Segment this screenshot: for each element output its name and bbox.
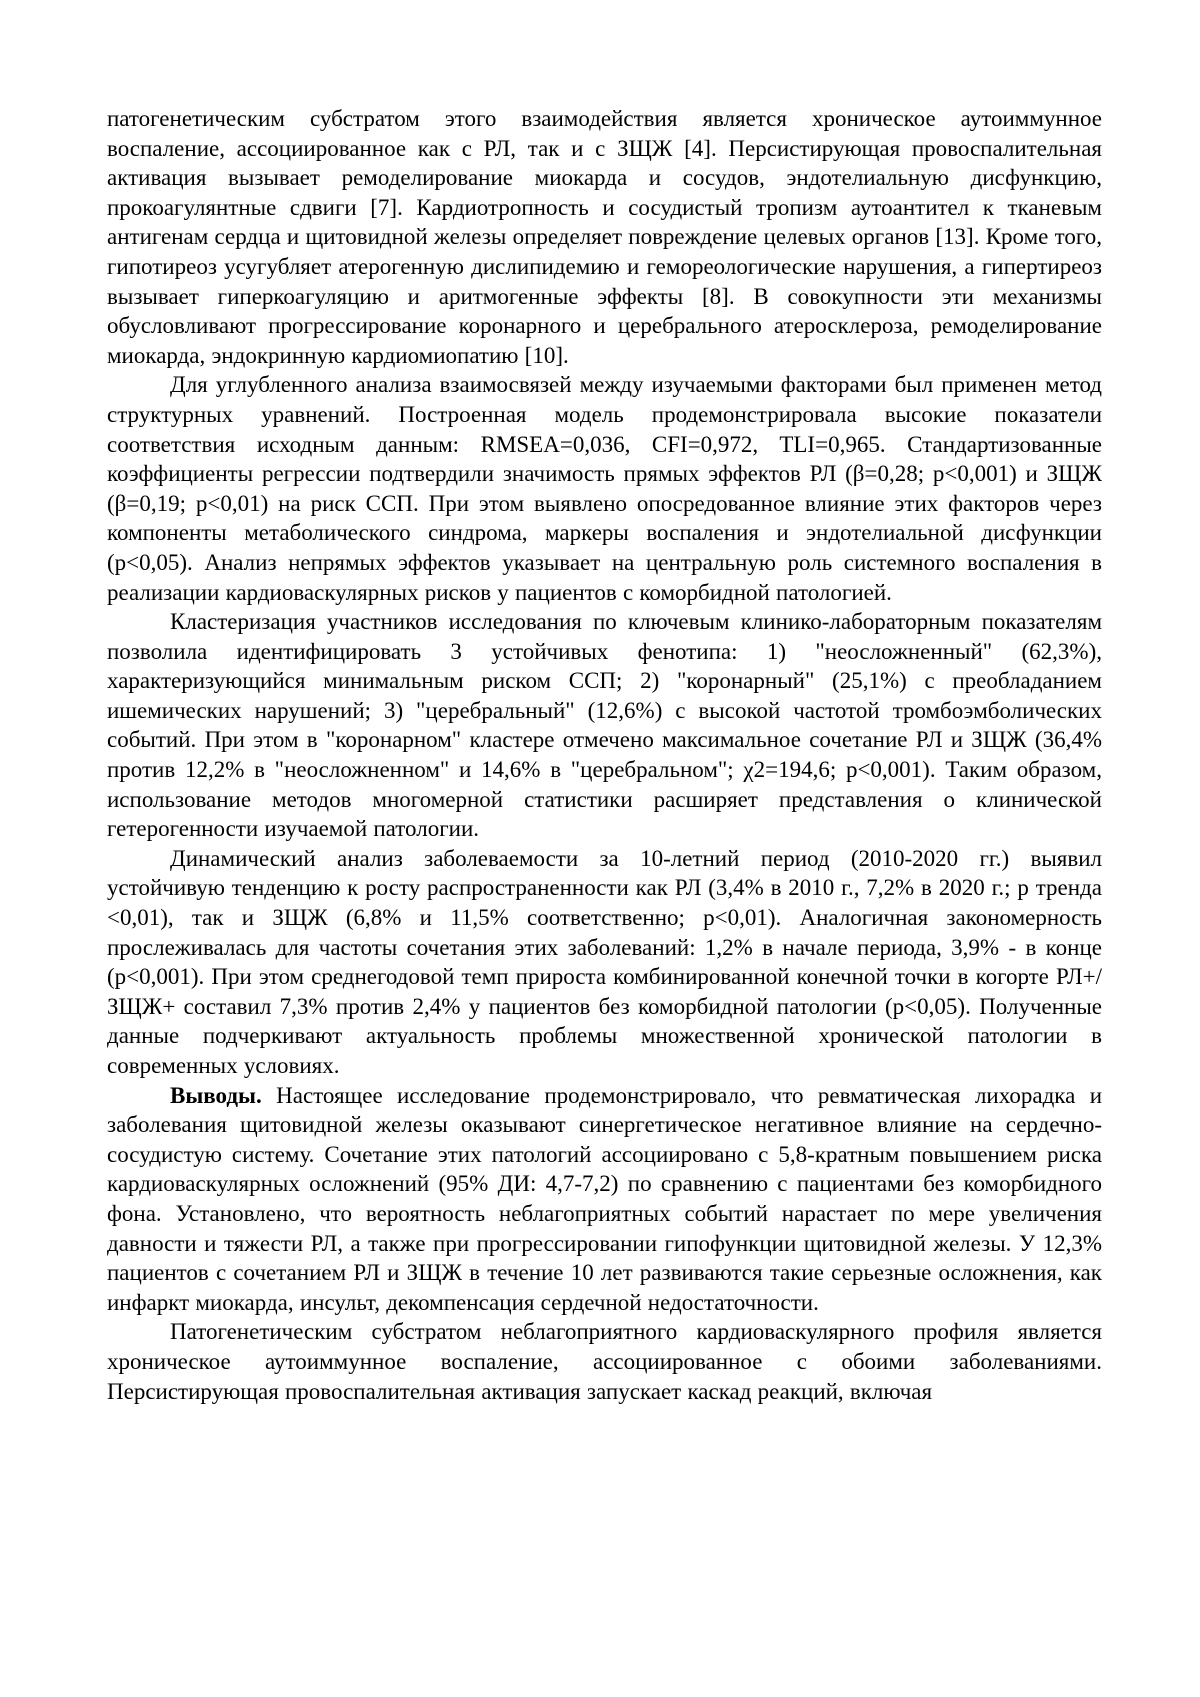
paragraph bbox=[107, 1317, 1102, 1406]
paragraph bbox=[107, 607, 1102, 844]
paragraph bbox=[107, 370, 1102, 607]
paragraph-text: патогенетическим субстратом этого взаимодействия является хроническое аутоиммунное воспаление, ассоциированное как с РЛ, так и с ЗЩЖ [4]. Персистирующая провоспалительная активация вызывает ремоделирование миокарда и сосудов, эндотелиальную дисфункцию, прокоагулянтные сдвиги [7]. Кардиотропность и сосудистый тропизм аутоантител к тканевым антигенам сердца и щитовидной железы определяет повреждение целевых органов [13]. Кроме того, гипотиреоз усугубляет атерогенную дислипидемию и гемореологические нарушения, а гипертиреоз вызывает гиперкоагуляцию и аритмогенные эффекты [8]. В совокупности эти механизмы обусловливают прогрессирование коронарного и церебрального атеросклероза, ремоделирование миокарда, эндокринную кардиомиопатию [10]. bbox=[107, 106, 1102, 368]
document-body bbox=[107, 104, 1102, 1406]
paragraph-text: Настоящее исследование продемонстрировало, что ревматическая лихорадка и заболевания щитовидной железы оказывают синергетическое негативное влияние на сердечно-сосудистую систему. Сочетание этих патологий ассоциировано с 5,8-кратным повышением риска кардиоваскулярных осложнений (95% ДИ: 4,7-7,2) по сравнению с пациентами без коморбидного фона. Установлено, что вероятность неблагоприятных событий нарастает по мере увеличения давности и тяжести РЛ, а также при прогрессировании гипофункции щитовидной железы. У 12,3% пациентов с сочетанием РЛ и ЗЩЖ в течение 10 лет развиваются такие серьезные осложнения, как инфаркт миокарда, инсульт, декомпенсация сердечной недостаточности. bbox=[107, 1082, 1102, 1315]
paragraph bbox=[107, 104, 1102, 370]
paragraph bbox=[107, 1081, 1102, 1318]
paragraph-text: Динамический анализ заболеваемости за 10-летний период (2010-2020 гг.) выявил устойчивую тенденцию к росту распространенности как РЛ (3,4% в 2010 г., 7,2% в 2020 г.; p тренда <0,01), так и ЗЩЖ (6,8% и 11,5% соответственно; p<0,01). Аналогичная закономерность прослеживалась для частоты сочетания этих заболеваний: 1,2% в начале периода, 3,9% - в конце (p<0,001). При этом среднегодовой темп прироста комбинированной конечной точки в когорте РЛ+/ЗЩЖ+ составил 7,3% против 2,4% у пациентов без коморбидной патологии (p<0,05). Полученные данные подчеркивают актуальность проблемы множественной хронической патологии в современных условиях. bbox=[107, 845, 1102, 1078]
paragraph bbox=[107, 844, 1102, 1081]
paragraph-lead-bold: Выводы. bbox=[170, 1082, 262, 1108]
paragraph-text: Патогенетическим субстратом неблагоприятного кардиоваскулярного профиля является хроническое аутоиммунное воспаление, ассоциированное с обоими заболеваниями. Персистирующая провоспалительная активация запускает каскад реакций, включая bbox=[107, 1319, 1102, 1404]
paragraph-text: Кластеризация участников исследования по ключевым клинико-лабораторным показателям позволила идентифицировать 3 устойчивых фенотипа: 1) "неосложненный" (62,3%), характеризующийся минимальным риском ССП; 2) "коронарный" (25,1%) с преобладанием ишемических нарушений; 3) "церебральный" (12,6%) с высокой частотой тромбоэмболических событий. При этом в "коронарном" кластере отмечено максимальное сочетание РЛ и ЗЩЖ (36,4% против 12,2% в "неосложненном" и 14,6% в "церебральном"; χ2=194,6; p<0,001). Таким образом, использование методов многомерной статистики расширяет представления о клинической гетерогенности изучаемой патологии. bbox=[107, 609, 1102, 842]
paragraph-text: Для углубленного анализа взаимосвязей между изучаемыми факторами был применен метод структурных уравнений. Построенная модель продемонстрировала высокие показатели соответствия исходным данным: RMSEA=0,036, CFI=0,972, TLI=0,965. Стандартизованные коэффициенты регрессии подтвердили значимость прямых эффектов РЛ (β=0,28; p<0,001) и ЗЩЖ (β=0,19; p<0,01) на риск ССП. При этом выявлено опосредованное влияние этих факторов через компоненты метаболического синдрома, маркеры воспаления и эндотелиальной дисфункции (p<0,05). Анализ непрямых эффектов указывает на центральную роль системного воспаления в реализации кардиоваскулярных рисков у пациентов с коморбидной патологией. bbox=[107, 372, 1102, 605]
